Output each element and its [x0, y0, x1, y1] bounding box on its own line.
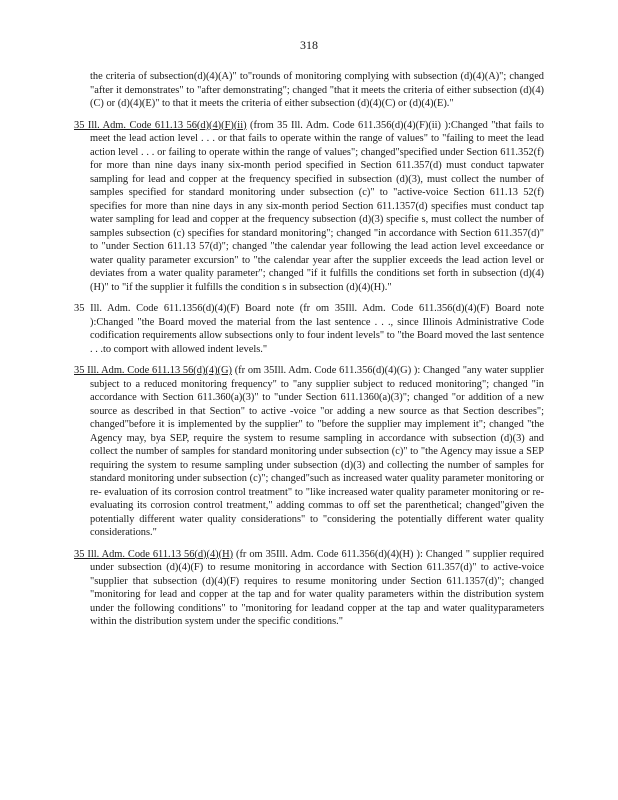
page-number: 318 [300, 38, 318, 52]
citation: 35 Ill. Adm. Code 611.13 56(d)(4)(G) [74, 365, 232, 376]
paragraph-text: the criteria of subsection(d)(4)(A)" to"rounds of monitoring complying with subsection (d)(4)(A)"; changed "after it demonstrates" to "after demonstrating"; changed "that it meets the criteria of either subsection (d)(4)(C) or (d)(4)(E)" to that it meets the criteria of either subsection (d)(4)(C) or (d)(4)(E)." [90, 71, 544, 109]
citation: 35 Ill. Adm. Code 611.13 56(d)(4)(F)(ii) [74, 119, 247, 131]
paragraph-611-1356-d-4-f-ii [74, 119, 544, 295]
paragraph-text: (from 35 Ill. Adm. Code 611.356(d)(4)(F)(ii) ):Changed "that fails to meet the lead action level . . . or that fails to operate within the range of values" to "failing to meet the lead action level . . . or failing to operate within the range of values"; changed"specified under Section 611.352(f) for more than nine days inany six-month period specified in Section 611.357(d) must conduct tapwater sampling for lead and copper at the frequency specified in subsection (d)(3), must collect the number of samples specified for standard monitoring under subsection (c)" to "active-voice Section 611.13 52(f) specifies for more than nine days in any six-month period Section 611.1357(d) specifies must conduct tap water sampling for lead and copper at the frequency subsection (d)(3) specifie s, must collect the number of samples subsection (c) specifies for standard monitoring"; changed "in accordance with Section 611.357(d)" to "under Section 611.13 57(d)"; changed "the calendar year following the lead action level exceedance or water quality parameter excursion" to "the calendar year after the supplier exceeds the lead action level or deviates from a water quality parameter"; changed "if it fulfills the conditions set forth in subsection (d)(4)(H)" to "if the supplier it fulfills the condition s in subsection (d)(4)(H)." [90, 119, 544, 293]
paragraph-text: (fr om 35Ill. Adm. Code 611.356(d)(4)(G) ): Changed "any water supplier subject to a reduced monitoring frequency" to "any supplier subject to reduced monitoring"; changed "in accordance with Section 611.360(a)(3)" to "under Section 611.1360(a)(3)"; changed "or addition of a new source as described in that Section" to active -voice "or adding a new source as that Section describes"; changed"before it is implemented by the supplier" to "before the supplier may implement it"; changed "the Agency may, bya SEP, require the system to resume sampling in accordance with subsection (d)(3) and collect the number of samples for standard monitoring under subsection (c)" to "the Agency may issue a SEP requiring the system to resume sampling under subsection (d)(3) and collecting the number of samples for standard monitoring under subsection (c)"; changed"such as increased water quality parameter monitoring or re- evaluation of its corrosion control treatment" to "like increased water quality parameter monitoring or re-evaluating its corrosion control treatment," adding commas to off set the parenthetical; changed"given the potentially different water quality considerations" to "considering the potentially different water quality considerations." [90, 365, 544, 538]
paragraph-611-1356-d-4-h [74, 548, 544, 629]
paragraph-611-1356-d-4-f-board-note [74, 302, 544, 356]
paragraph-text: (fr om 35Ill. Adm. Code 611.356(d)(4)(H) ): Changed " supplier required under subsection (d)(4)(F) to resume monitoring in accordance with Section 611.357(d)" to active-voice "supplier that subsection (d)(4)(F) requires to resume monitoring under Section 611.1357(d)"; changed "monitoring for lead and copper at the tap and for water quality parameters within the distribution system under the following conditions" to "monitoring for leadand copper at the tap and water qualityparameters within the distribution system under the specific conditions." [90, 548, 544, 627]
page-content [74, 70, 544, 637]
citation: 35 Ill. Adm. Code 611.13 56(d)(4)(H) [74, 548, 234, 560]
paragraph-611-1356-d-4-g [74, 364, 544, 540]
paragraph-continuation [74, 70, 544, 111]
paragraph-text: 35 Ill. Adm. Code 611.1356(d)(4)(F) Board note (fr om 35Ill. Adm. Code 611.356(d)(4)(F) Board note ):Changed "the Board moved the material from the last sentence . . ., since Illinois Administrative Code codification requirements allow subsections only to four indent levels" to "the Board moved the last sentence . . .to comport with allowed indent levels." [74, 303, 544, 355]
